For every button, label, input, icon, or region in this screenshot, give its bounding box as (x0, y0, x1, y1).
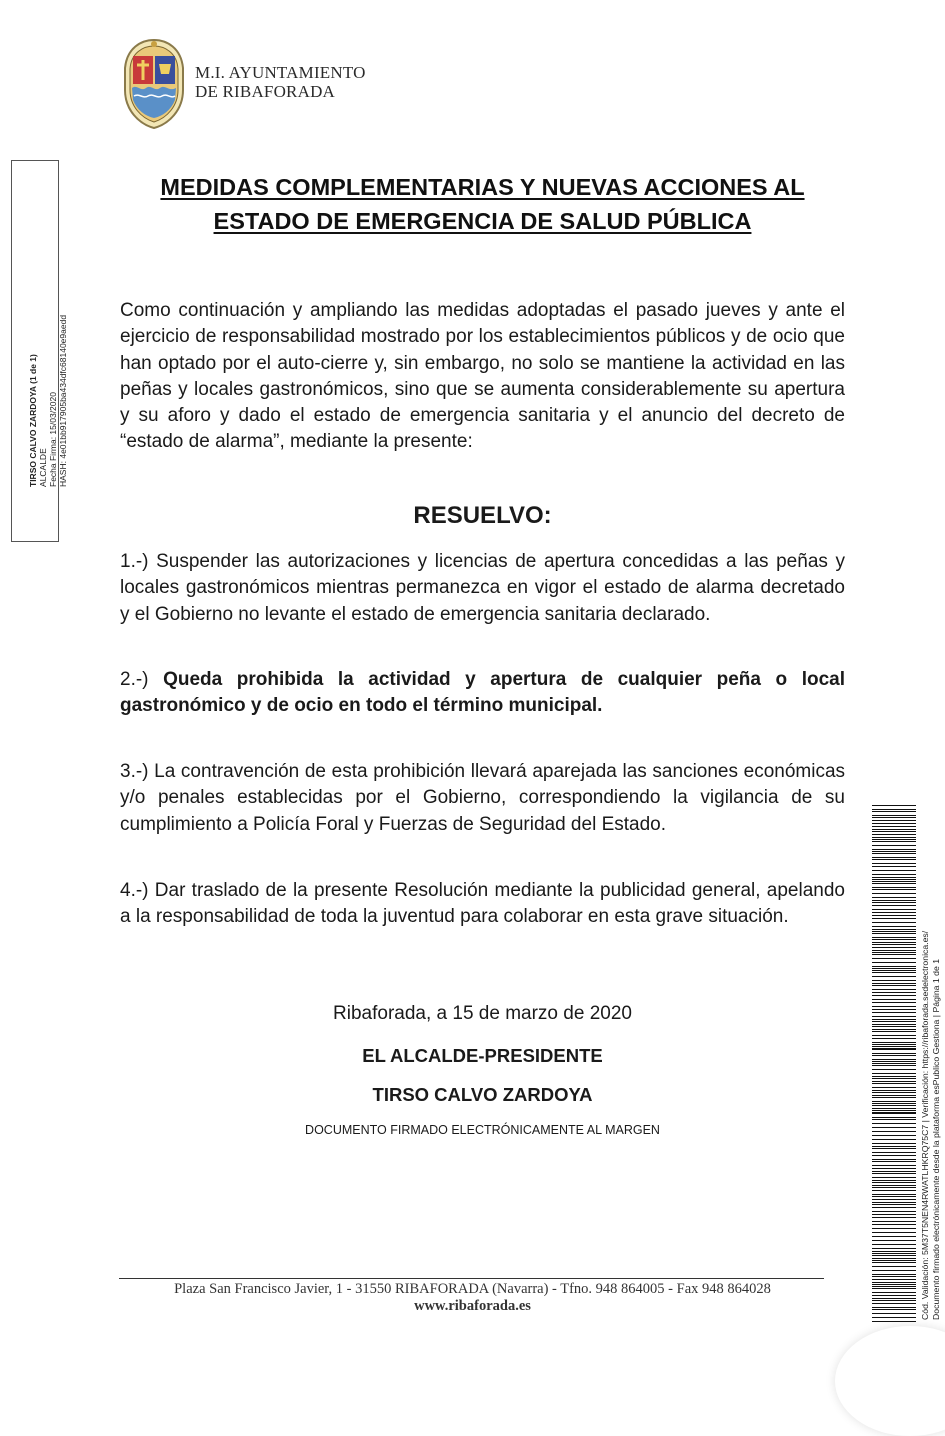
coat-of-arms-icon (119, 38, 189, 130)
item-text: Suspender las autorizaciones y licencias de apertura concedidas a las peñas y locales gastronómicos mientras permanezca en vigor el estado de alarma decretado y el Gobierno no levante el estado de emergencia sanitaria declarado. (120, 551, 845, 625)
item-prefix: 3.-) (120, 761, 149, 782)
organization-name (195, 63, 366, 101)
validation-text (920, 800, 941, 1320)
item-prefix: 4.-) (120, 880, 149, 901)
validation-line-1: Cód. Validación: 5M37T5NEN4RWATLHKRQ75C7 | Verificación: https://ribaforada.sedelectronica.es/ (920, 930, 930, 1320)
resolution-item-3 (120, 759, 845, 838)
title-line-1: MEDIDAS COMPLEMENTARIAS Y NUEVAS ACCIONES AL (160, 174, 805, 200)
item-prefix: 2.-) (120, 669, 149, 690)
item-prefix: 1.-) (120, 551, 149, 572)
signature-hash: HASH: 4e01bb917905ba434dfc68140e9aedd (58, 314, 68, 487)
signer-name: TIRSO CALVO ZARDOYA (1 de 1) (28, 354, 38, 487)
footer-website: www.ribaforada.es (414, 1298, 531, 1314)
signer-full-name: TIRSO CALVO ZARDOYA (372, 1084, 593, 1105)
signer-role: ALCALDE (38, 448, 48, 487)
item-text: Queda prohibida la actividad y apertura de cualquier peña o local gastronómico y de ocio en todo el término municipal. (120, 669, 845, 717)
signer-title: EL ALCALDE-PRESIDENTE (362, 1045, 603, 1066)
signature-date: Fecha Firma: 15/03/2020 (48, 392, 58, 487)
footer-divider (119, 1278, 824, 1279)
resolution-item-4 (120, 878, 845, 931)
signature-text (28, 147, 68, 487)
title-line-2: ESTADO DE EMERGENCIA DE SALUD PÚBLICA (213, 208, 752, 234)
resolution-item-2 (120, 667, 845, 720)
validation-line-2: Documento firmado electrónicamente desde la plataforma esPublico Gestiona | Página 1 de 1 (930, 958, 941, 1320)
item-text: Dar traslado de la presente Resolución mediante la publicidad general, apelando a la responsabilidad de toda la juventud para colaborar en esta grave situación. (120, 880, 845, 928)
resuelvo-heading: RESUELVO: (413, 502, 552, 529)
signature-box (11, 160, 68, 542)
item-text: La contravención de esta prohibición llevará aparejada las sanciones económicas y/o penales establecidas por el Gobierno, correspondiendo la vigilancia de su cumplimiento a Policía Foral y Fuerzas de Seguridad del Estado. (120, 761, 846, 835)
page-curl-decoration (835, 1326, 945, 1436)
electronic-signature-note: DOCUMENTO FIRMADO ELECTRÓNICAMENTE AL MARGEN (305, 1123, 660, 1137)
org-line-2: DE RIBAFORADA (195, 82, 336, 101)
org-line-1: M.I. AYUNTAMIENTO (195, 63, 366, 82)
barcode-icon (872, 805, 916, 1322)
intro-paragraph: Como continuación y ampliando las medidas adoptadas el pasado jueves y ante el ejercicio de responsabilidad mostrado por los establecimientos públicos y de ocio que han optado por el auto-cierre y, sin embargo, no solo se mantiene la actividad en las peñas y locales gastronómicos, sino que se aumenta considerablemente su apertura y su aforo y dado el estado de emergencia sanitaria y el anuncio del decreto de “estado de alarma”, mediante la presente: (120, 300, 845, 453)
footer-address: Plaza San Francisco Javier, 1 - 31550 RIBAFORADA (Navarra) - Tfno. 948 864005 - Fax 948 864028 (174, 1281, 771, 1297)
place-date: Ribaforada, a 15 de marzo de 2020 (333, 1003, 632, 1024)
resolution-item-1 (120, 549, 845, 628)
document-title (100, 170, 865, 238)
